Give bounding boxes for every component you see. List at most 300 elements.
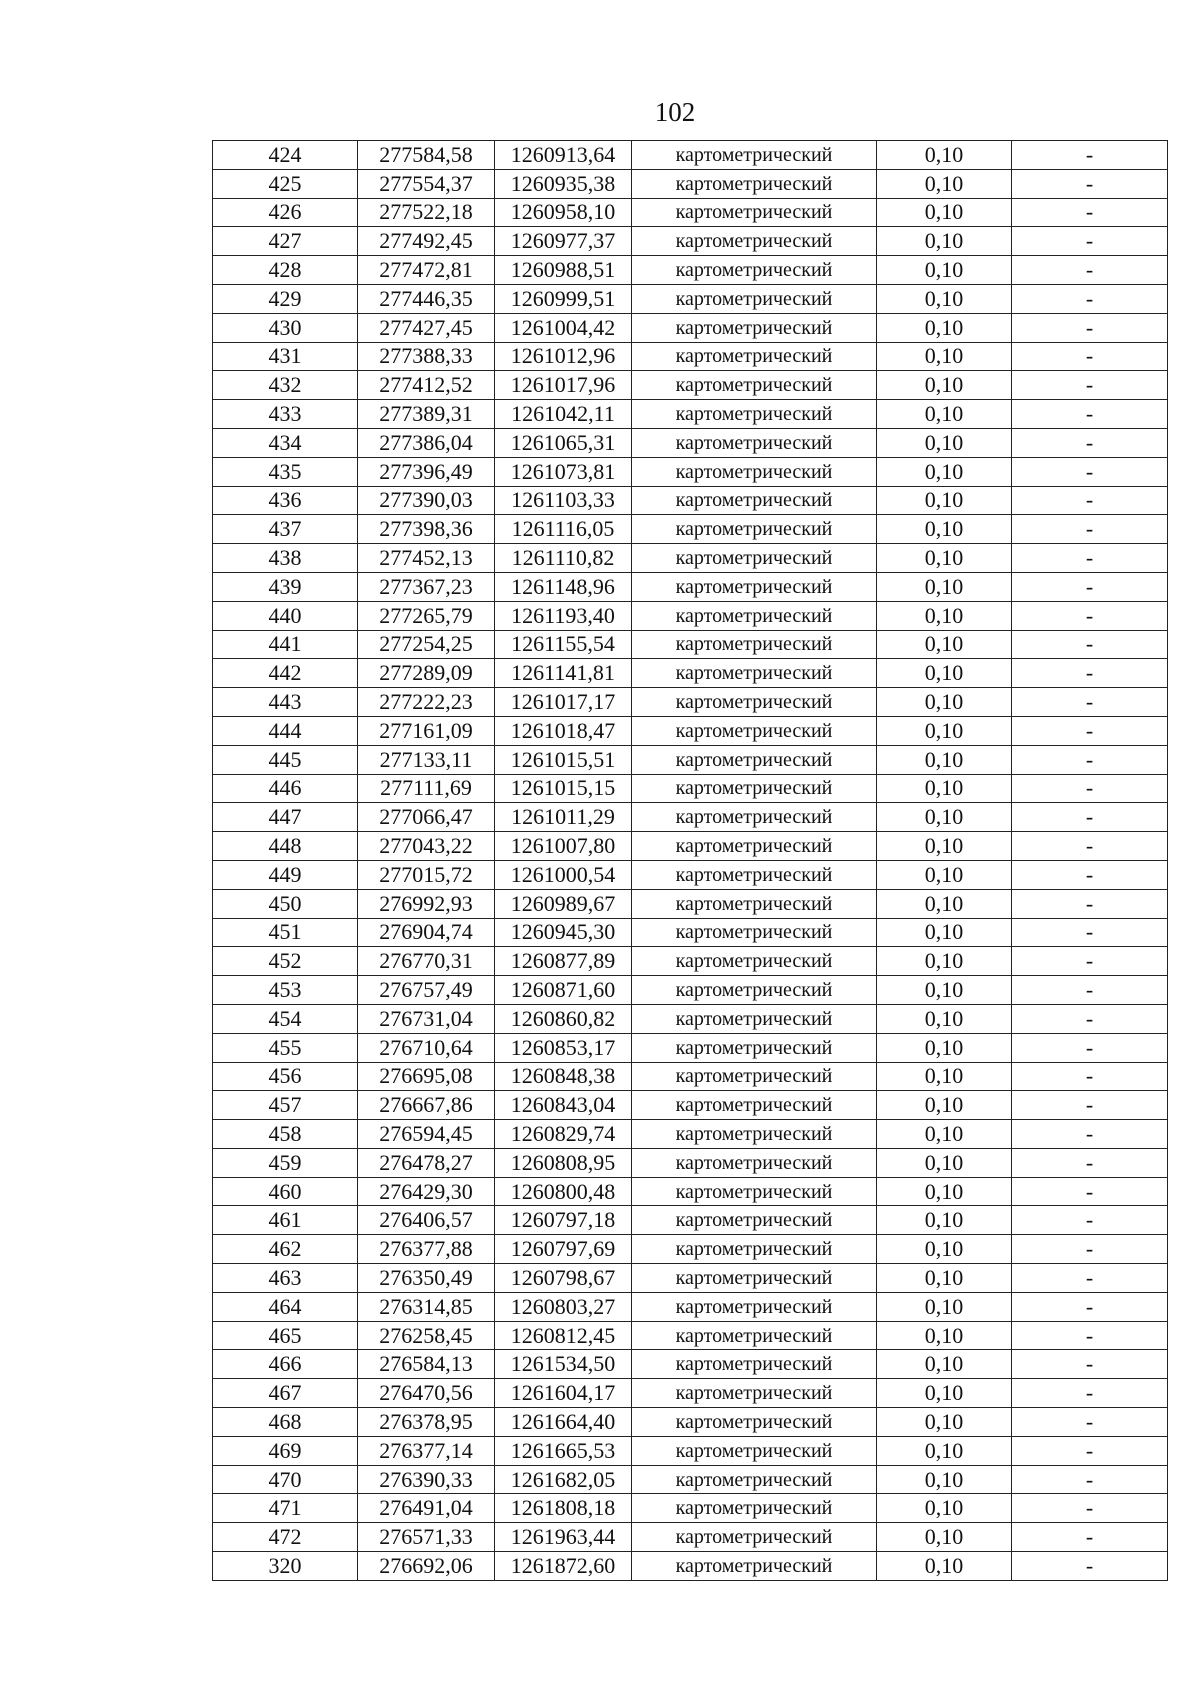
x-coordinate-cell: 276904,74 [358, 918, 495, 947]
table-row [213, 1494, 1168, 1523]
method-cell: картометрический [632, 803, 877, 832]
y-coordinate-cell: 1261015,15 [495, 774, 632, 803]
point-number-cell: 471 [213, 1494, 358, 1523]
point-number-cell: 431 [213, 342, 358, 371]
y-coordinate-cell: 1260848,38 [495, 1062, 632, 1091]
x-coordinate-cell: 276478,27 [358, 1148, 495, 1177]
table-row [213, 457, 1168, 486]
note-cell: - [1012, 544, 1168, 573]
note-cell: - [1012, 428, 1168, 457]
note-cell: - [1012, 716, 1168, 745]
note-cell: - [1012, 1379, 1168, 1408]
accuracy-cell: 0,10 [877, 630, 1012, 659]
x-coordinate-cell: 277015,72 [358, 860, 495, 889]
note-cell: - [1012, 1350, 1168, 1379]
x-coordinate-cell: 276314,85 [358, 1292, 495, 1321]
y-coordinate-cell: 1260958,10 [495, 198, 632, 227]
method-cell: картометрический [632, 371, 877, 400]
y-coordinate-cell: 1261963,44 [495, 1523, 632, 1552]
x-coordinate-cell: 277066,47 [358, 803, 495, 832]
point-number-cell: 465 [213, 1321, 358, 1350]
y-coordinate-cell: 1261141,81 [495, 659, 632, 688]
method-cell: картометрический [632, 400, 877, 429]
table-row [213, 1177, 1168, 1206]
note-cell: - [1012, 1206, 1168, 1235]
method-cell: картометрический [632, 1292, 877, 1321]
method-cell: картометрический [632, 1062, 877, 1091]
note-cell: - [1012, 745, 1168, 774]
method-cell: картометрический [632, 774, 877, 803]
x-coordinate-cell: 277390,03 [358, 486, 495, 515]
accuracy-cell: 0,10 [877, 745, 1012, 774]
table-row [213, 1004, 1168, 1033]
note-cell: - [1012, 774, 1168, 803]
x-coordinate-cell: 276571,33 [358, 1523, 495, 1552]
table-row [213, 1235, 1168, 1264]
x-coordinate-cell: 276992,93 [358, 889, 495, 918]
point-number-cell: 468 [213, 1408, 358, 1437]
table-row [213, 1523, 1168, 1552]
note-cell: - [1012, 976, 1168, 1005]
accuracy-cell: 0,10 [877, 774, 1012, 803]
method-cell: картометрический [632, 1264, 877, 1293]
table-row [213, 630, 1168, 659]
x-coordinate-cell: 276491,04 [358, 1494, 495, 1523]
y-coordinate-cell: 1260871,60 [495, 976, 632, 1005]
x-coordinate-cell: 277412,52 [358, 371, 495, 400]
note-cell: - [1012, 1552, 1168, 1581]
method-cell: картометрический [632, 428, 877, 457]
note-cell: - [1012, 515, 1168, 544]
method-cell: картометрический [632, 1206, 877, 1235]
x-coordinate-cell: 277222,23 [358, 688, 495, 717]
point-number-cell: 446 [213, 774, 358, 803]
y-coordinate-cell: 1260989,67 [495, 889, 632, 918]
method-cell: картометрический [632, 1177, 877, 1206]
accuracy-cell: 0,10 [877, 1292, 1012, 1321]
y-coordinate-cell: 1261116,05 [495, 515, 632, 544]
x-coordinate-cell: 277398,36 [358, 515, 495, 544]
x-coordinate-cell: 277522,18 [358, 198, 495, 227]
y-coordinate-cell: 1260913,64 [495, 141, 632, 170]
method-cell: картометрический [632, 1148, 877, 1177]
method-cell: картометрический [632, 688, 877, 717]
point-number-cell: 427 [213, 227, 358, 256]
y-coordinate-cell: 1260803,27 [495, 1292, 632, 1321]
accuracy-cell: 0,10 [877, 198, 1012, 227]
table-row [213, 284, 1168, 313]
accuracy-cell: 0,10 [877, 457, 1012, 486]
note-cell: - [1012, 630, 1168, 659]
point-number-cell: 449 [213, 860, 358, 889]
x-coordinate-cell: 277367,23 [358, 572, 495, 601]
note-cell: - [1012, 1408, 1168, 1437]
y-coordinate-cell: 1261682,05 [495, 1465, 632, 1494]
note-cell: - [1012, 1436, 1168, 1465]
x-coordinate-cell: 277043,22 [358, 832, 495, 861]
table-row [213, 141, 1168, 170]
y-coordinate-cell: 1260860,82 [495, 1004, 632, 1033]
y-coordinate-cell: 1260945,30 [495, 918, 632, 947]
point-number-cell: 437 [213, 515, 358, 544]
y-coordinate-cell: 1261665,53 [495, 1436, 632, 1465]
accuracy-cell: 0,10 [877, 659, 1012, 688]
table-row [213, 832, 1168, 861]
method-cell: картометрический [632, 1120, 877, 1149]
note-cell: - [1012, 256, 1168, 285]
coordinates-table-body [213, 141, 1168, 1581]
x-coordinate-cell: 276406,57 [358, 1206, 495, 1235]
table-row [213, 1321, 1168, 1350]
note-cell: - [1012, 457, 1168, 486]
table-row [213, 1379, 1168, 1408]
y-coordinate-cell: 1261004,42 [495, 313, 632, 342]
accuracy-cell: 0,10 [877, 1235, 1012, 1264]
point-number-cell: 435 [213, 457, 358, 486]
accuracy-cell: 0,10 [877, 1350, 1012, 1379]
accuracy-cell: 0,10 [877, 1091, 1012, 1120]
method-cell: картометрический [632, 1033, 877, 1062]
x-coordinate-cell: 277584,58 [358, 141, 495, 170]
accuracy-cell: 0,10 [877, 688, 1012, 717]
accuracy-cell: 0,10 [877, 918, 1012, 947]
method-cell: картометрический [632, 860, 877, 889]
note-cell: - [1012, 572, 1168, 601]
accuracy-cell: 0,10 [877, 1436, 1012, 1465]
table-row [213, 198, 1168, 227]
accuracy-cell: 0,10 [877, 1465, 1012, 1494]
y-coordinate-cell: 1261042,11 [495, 400, 632, 429]
page-number: 102 [654, 97, 696, 127]
y-coordinate-cell: 1260853,17 [495, 1033, 632, 1062]
x-coordinate-cell: 277389,31 [358, 400, 495, 429]
y-coordinate-cell: 1261011,29 [495, 803, 632, 832]
note-cell: - [1012, 1091, 1168, 1120]
method-cell: картометрический [632, 1408, 877, 1437]
table-row [213, 486, 1168, 515]
method-cell: картометрический [632, 1091, 877, 1120]
point-number-cell: 459 [213, 1148, 358, 1177]
point-number-cell: 458 [213, 1120, 358, 1149]
table-row [213, 1062, 1168, 1091]
note-cell: - [1012, 486, 1168, 515]
accuracy-cell: 0,10 [877, 141, 1012, 170]
x-coordinate-cell: 276390,33 [358, 1465, 495, 1494]
accuracy-cell: 0,10 [877, 1321, 1012, 1350]
point-number-cell: 428 [213, 256, 358, 285]
y-coordinate-cell: 1260800,48 [495, 1177, 632, 1206]
accuracy-cell: 0,10 [877, 284, 1012, 313]
point-number-cell: 463 [213, 1264, 358, 1293]
y-coordinate-cell: 1260877,89 [495, 947, 632, 976]
note-cell: - [1012, 918, 1168, 947]
y-coordinate-cell: 1261073,81 [495, 457, 632, 486]
point-number-cell: 430 [213, 313, 358, 342]
accuracy-cell: 0,10 [877, 1004, 1012, 1033]
method-cell: картометрический [632, 256, 877, 285]
x-coordinate-cell: 277396,49 [358, 457, 495, 486]
x-coordinate-cell: 276378,95 [358, 1408, 495, 1437]
x-coordinate-cell: 277265,79 [358, 601, 495, 630]
accuracy-cell: 0,10 [877, 1177, 1012, 1206]
table-row [213, 1408, 1168, 1437]
x-coordinate-cell: 277452,13 [358, 544, 495, 573]
point-number-cell: 445 [213, 745, 358, 774]
note-cell: - [1012, 284, 1168, 313]
x-coordinate-cell: 276584,13 [358, 1350, 495, 1379]
table-row [213, 1033, 1168, 1062]
point-number-cell: 320 [213, 1552, 358, 1581]
table-row [213, 803, 1168, 832]
table-row [213, 400, 1168, 429]
accuracy-cell: 0,10 [877, 515, 1012, 544]
y-coordinate-cell: 1261015,51 [495, 745, 632, 774]
note-cell: - [1012, 1321, 1168, 1350]
point-number-cell: 440 [213, 601, 358, 630]
y-coordinate-cell: 1260977,37 [495, 227, 632, 256]
point-number-cell: 461 [213, 1206, 358, 1235]
note-cell: - [1012, 1033, 1168, 1062]
method-cell: картометрический [632, 198, 877, 227]
y-coordinate-cell: 1261534,50 [495, 1350, 632, 1379]
point-number-cell: 462 [213, 1235, 358, 1264]
table-row [213, 659, 1168, 688]
accuracy-cell: 0,10 [877, 1206, 1012, 1235]
point-number-cell: 443 [213, 688, 358, 717]
accuracy-cell: 0,10 [877, 1494, 1012, 1523]
accuracy-cell: 0,10 [877, 716, 1012, 745]
point-number-cell: 452 [213, 947, 358, 976]
point-number-cell: 442 [213, 659, 358, 688]
point-number-cell: 447 [213, 803, 358, 832]
method-cell: картометрический [632, 630, 877, 659]
point-number-cell: 424 [213, 141, 358, 170]
point-number-cell: 466 [213, 1350, 358, 1379]
table-row [213, 745, 1168, 774]
x-coordinate-cell: 277446,35 [358, 284, 495, 313]
table-row [213, 313, 1168, 342]
point-number-cell: 464 [213, 1292, 358, 1321]
x-coordinate-cell: 277133,11 [358, 745, 495, 774]
accuracy-cell: 0,10 [877, 1523, 1012, 1552]
accuracy-cell: 0,10 [877, 947, 1012, 976]
y-coordinate-cell: 1261664,40 [495, 1408, 632, 1437]
table-row [213, 544, 1168, 573]
x-coordinate-cell: 276594,45 [358, 1120, 495, 1149]
note-cell: - [1012, 947, 1168, 976]
note-cell: - [1012, 342, 1168, 371]
accuracy-cell: 0,10 [877, 1379, 1012, 1408]
accuracy-cell: 0,10 [877, 1264, 1012, 1293]
y-coordinate-cell: 1261604,17 [495, 1379, 632, 1408]
x-coordinate-cell: 277492,45 [358, 227, 495, 256]
note-cell: - [1012, 1465, 1168, 1494]
y-coordinate-cell: 1261017,96 [495, 371, 632, 400]
y-coordinate-cell: 1261103,33 [495, 486, 632, 515]
point-number-cell: 453 [213, 976, 358, 1005]
y-coordinate-cell: 1261018,47 [495, 716, 632, 745]
y-coordinate-cell: 1260999,51 [495, 284, 632, 313]
y-coordinate-cell: 1261155,54 [495, 630, 632, 659]
note-cell: - [1012, 1062, 1168, 1091]
accuracy-cell: 0,10 [877, 428, 1012, 457]
table-row [213, 716, 1168, 745]
y-coordinate-cell: 1260812,45 [495, 1321, 632, 1350]
table-row [213, 169, 1168, 198]
accuracy-cell: 0,10 [877, 169, 1012, 198]
table-row [213, 1465, 1168, 1494]
y-coordinate-cell: 1261193,40 [495, 601, 632, 630]
note-cell: - [1012, 1264, 1168, 1293]
accuracy-cell: 0,10 [877, 572, 1012, 601]
x-coordinate-cell: 277388,33 [358, 342, 495, 371]
point-number-cell: 451 [213, 918, 358, 947]
point-number-cell: 450 [213, 889, 358, 918]
x-coordinate-cell: 277554,37 [358, 169, 495, 198]
method-cell: картометрический [632, 716, 877, 745]
method-cell: картометрический [632, 342, 877, 371]
x-coordinate-cell: 276350,49 [358, 1264, 495, 1293]
accuracy-cell: 0,10 [877, 256, 1012, 285]
method-cell: картометрический [632, 1523, 877, 1552]
accuracy-cell: 0,10 [877, 601, 1012, 630]
note-cell: - [1012, 400, 1168, 429]
note-cell: - [1012, 659, 1168, 688]
note-cell: - [1012, 1523, 1168, 1552]
note-cell: - [1012, 1177, 1168, 1206]
point-number-cell: 472 [213, 1523, 358, 1552]
note-cell: - [1012, 688, 1168, 717]
method-cell: картометрический [632, 947, 877, 976]
accuracy-cell: 0,10 [877, 1552, 1012, 1581]
method-cell: картометрический [632, 601, 877, 630]
accuracy-cell: 0,10 [877, 889, 1012, 918]
note-cell: - [1012, 1148, 1168, 1177]
method-cell: картометрический [632, 169, 877, 198]
table-row [213, 256, 1168, 285]
point-number-cell: 444 [213, 716, 358, 745]
point-number-cell: 425 [213, 169, 358, 198]
table-row [213, 976, 1168, 1005]
point-number-cell: 426 [213, 198, 358, 227]
point-number-cell: 439 [213, 572, 358, 601]
y-coordinate-cell: 1260935,38 [495, 169, 632, 198]
y-coordinate-cell: 1261808,18 [495, 1494, 632, 1523]
x-coordinate-cell: 276695,08 [358, 1062, 495, 1091]
table-row [213, 860, 1168, 889]
x-coordinate-cell: 277289,09 [358, 659, 495, 688]
note-cell: - [1012, 832, 1168, 861]
table-row [213, 371, 1168, 400]
point-number-cell: 455 [213, 1033, 358, 1062]
table-row [213, 1292, 1168, 1321]
point-number-cell: 434 [213, 428, 358, 457]
coordinates-table [212, 140, 1168, 1581]
point-number-cell: 432 [213, 371, 358, 400]
accuracy-cell: 0,10 [877, 313, 1012, 342]
y-coordinate-cell: 1260798,67 [495, 1264, 632, 1293]
point-number-cell: 429 [213, 284, 358, 313]
table-row [213, 889, 1168, 918]
point-number-cell: 457 [213, 1091, 358, 1120]
method-cell: картометрический [632, 1552, 877, 1581]
method-cell: картометрический [632, 227, 877, 256]
accuracy-cell: 0,10 [877, 1062, 1012, 1091]
method-cell: картометрический [632, 918, 877, 947]
y-coordinate-cell: 1261000,54 [495, 860, 632, 889]
table-row [213, 688, 1168, 717]
method-cell: картометрический [632, 1436, 877, 1465]
accuracy-cell: 0,10 [877, 227, 1012, 256]
point-number-cell: 454 [213, 1004, 358, 1033]
x-coordinate-cell: 276667,86 [358, 1091, 495, 1120]
x-coordinate-cell: 276757,49 [358, 976, 495, 1005]
x-coordinate-cell: 277472,81 [358, 256, 495, 285]
x-coordinate-cell: 276377,14 [358, 1436, 495, 1465]
y-coordinate-cell: 1261872,60 [495, 1552, 632, 1581]
accuracy-cell: 0,10 [877, 544, 1012, 573]
table-row [213, 342, 1168, 371]
accuracy-cell: 0,10 [877, 1408, 1012, 1437]
accuracy-cell: 0,10 [877, 342, 1012, 371]
point-number-cell: 441 [213, 630, 358, 659]
table-row [213, 947, 1168, 976]
x-coordinate-cell: 276258,45 [358, 1321, 495, 1350]
table-row [213, 1436, 1168, 1465]
table-row [213, 1091, 1168, 1120]
accuracy-cell: 0,10 [877, 976, 1012, 1005]
method-cell: картометрический [632, 141, 877, 170]
note-cell: - [1012, 141, 1168, 170]
accuracy-cell: 0,10 [877, 1033, 1012, 1062]
note-cell: - [1012, 198, 1168, 227]
method-cell: картометрический [632, 1465, 877, 1494]
x-coordinate-cell: 276692,06 [358, 1552, 495, 1581]
note-cell: - [1012, 1235, 1168, 1264]
table-row [213, 428, 1168, 457]
y-coordinate-cell: 1260988,51 [495, 256, 632, 285]
method-cell: картометрический [632, 457, 877, 486]
method-cell: картометрический [632, 544, 877, 573]
method-cell: картометрический [632, 515, 877, 544]
note-cell: - [1012, 227, 1168, 256]
note-cell: - [1012, 860, 1168, 889]
table-row [213, 1206, 1168, 1235]
point-number-cell: 436 [213, 486, 358, 515]
y-coordinate-cell: 1260808,95 [495, 1148, 632, 1177]
method-cell: картометрический [632, 659, 877, 688]
table-row [213, 572, 1168, 601]
accuracy-cell: 0,10 [877, 1148, 1012, 1177]
x-coordinate-cell: 276470,56 [358, 1379, 495, 1408]
note-cell: - [1012, 1120, 1168, 1149]
point-number-cell: 433 [213, 400, 358, 429]
y-coordinate-cell: 1261007,80 [495, 832, 632, 861]
method-cell: картометрический [632, 313, 877, 342]
y-coordinate-cell: 1260843,04 [495, 1091, 632, 1120]
point-number-cell: 438 [213, 544, 358, 573]
note-cell: - [1012, 169, 1168, 198]
x-coordinate-cell: 277427,45 [358, 313, 495, 342]
point-number-cell: 469 [213, 1436, 358, 1465]
method-cell: картометрический [632, 1235, 877, 1264]
point-number-cell: 470 [213, 1465, 358, 1494]
y-coordinate-cell: 1261148,96 [495, 572, 632, 601]
accuracy-cell: 0,10 [877, 486, 1012, 515]
method-cell: картометрический [632, 1379, 877, 1408]
point-number-cell: 467 [213, 1379, 358, 1408]
x-coordinate-cell: 276710,64 [358, 1033, 495, 1062]
